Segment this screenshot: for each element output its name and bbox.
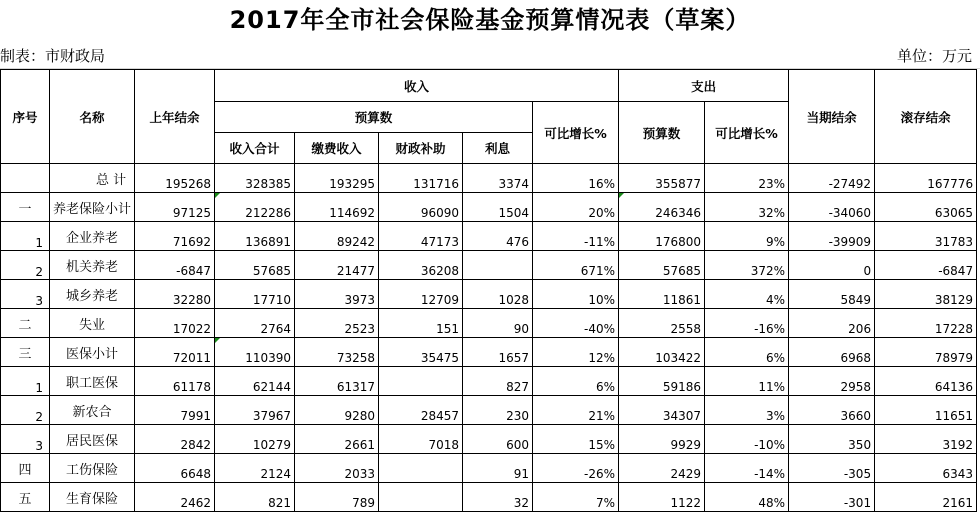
header-rolling-balance: 滚存结余 bbox=[875, 70, 977, 164]
cell-prev-balance: 97125 bbox=[135, 193, 215, 222]
cell-subsidy: 35475 bbox=[379, 338, 463, 367]
cell-rolling-balance: 6343 bbox=[875, 454, 977, 483]
cell-seq: 四 bbox=[1, 454, 50, 483]
cell-name: 总 计 bbox=[50, 164, 135, 193]
cell-name: 企业养老 bbox=[50, 222, 135, 251]
cell-prev-balance: 61178 bbox=[135, 367, 215, 396]
cell-period-balance: -39909 bbox=[789, 222, 875, 251]
cell-name: 居民医保 bbox=[50, 425, 135, 454]
header-income: 收入 bbox=[215, 70, 619, 102]
table-row bbox=[1, 483, 977, 512]
cell-growth: 671% bbox=[533, 251, 619, 280]
cell-income-total: 62144 bbox=[215, 367, 295, 396]
cell-exp-growth: 9% bbox=[705, 222, 789, 251]
cell-growth: 10% bbox=[533, 280, 619, 309]
cell-exp-budget: 1122 bbox=[619, 483, 705, 512]
cell-prev-balance: 2462 bbox=[135, 483, 215, 512]
cell-prev-balance: 6648 bbox=[135, 454, 215, 483]
cell-seq bbox=[1, 164, 50, 193]
cell-subsidy: 36208 bbox=[379, 251, 463, 280]
cell-rolling-balance: 3192 bbox=[875, 425, 977, 454]
table-row bbox=[1, 251, 977, 280]
cell-income-total: 821 bbox=[215, 483, 295, 512]
header-prev-balance: 上年结余 bbox=[135, 70, 215, 164]
header-exp-growth: 可比增长% bbox=[705, 102, 789, 164]
cell-rolling-balance: 31783 bbox=[875, 222, 977, 251]
cell-seq: 3 bbox=[1, 280, 50, 309]
cell-period-balance: -301 bbox=[789, 483, 875, 512]
table-row bbox=[1, 454, 977, 483]
cell-seq: 2 bbox=[1, 251, 50, 280]
cell-seq: 五 bbox=[1, 483, 50, 512]
cell-name: 医保小计 bbox=[50, 338, 135, 367]
budget-table bbox=[0, 69, 977, 512]
cell-prev-balance: 17022 bbox=[135, 309, 215, 338]
cell-prev-balance: -6847 bbox=[135, 251, 215, 280]
cell-seq: 三 bbox=[1, 338, 50, 367]
cell-seq: 1 bbox=[1, 222, 50, 251]
table-row bbox=[1, 309, 977, 338]
cell-exp-budget: 176800 bbox=[619, 222, 705, 251]
cell-income-total: 10279 bbox=[215, 425, 295, 454]
cell-period-balance: 2958 bbox=[789, 367, 875, 396]
cell-contrib: 789 bbox=[295, 483, 379, 512]
cell-contrib: 114692 bbox=[295, 193, 379, 222]
cell-exp-budget: 59186 bbox=[619, 367, 705, 396]
cell-subsidy bbox=[379, 483, 463, 512]
header-expense: 支出 bbox=[619, 70, 789, 102]
cell-interest: 827 bbox=[463, 367, 533, 396]
cell-exp-budget: 355877 bbox=[619, 164, 705, 193]
cell-subsidy bbox=[379, 454, 463, 483]
cell-interest: 1504 bbox=[463, 193, 533, 222]
cell-interest: 32 bbox=[463, 483, 533, 512]
cell-name: 职工医保 bbox=[50, 367, 135, 396]
cell-period-balance: -305 bbox=[789, 454, 875, 483]
cell-seq: 3 bbox=[1, 425, 50, 454]
cell-growth: 6% bbox=[533, 367, 619, 396]
cell-period-balance: -34060 bbox=[789, 193, 875, 222]
cell-exp-budget: 11861 bbox=[619, 280, 705, 309]
header-name: 名称 bbox=[50, 70, 135, 164]
cell-rolling-balance: 38129 bbox=[875, 280, 977, 309]
cell-contrib: 2661 bbox=[295, 425, 379, 454]
cell-exp-budget: 57685 bbox=[619, 251, 705, 280]
cell-period-balance: 5849 bbox=[789, 280, 875, 309]
table-row bbox=[1, 425, 977, 454]
cell-exp-budget: 34307 bbox=[619, 396, 705, 425]
cell-income-total: 2124 bbox=[215, 454, 295, 483]
cell-prev-balance: 7991 bbox=[135, 396, 215, 425]
header-interest: 利息 bbox=[463, 133, 533, 164]
cell-interest: 1657 bbox=[463, 338, 533, 367]
cell-name: 生育保险 bbox=[50, 483, 135, 512]
header-seq: 序号 bbox=[1, 70, 50, 164]
cell-exp-growth: 3% bbox=[705, 396, 789, 425]
cell-subsidy: 151 bbox=[379, 309, 463, 338]
cell-income-total: 37967 bbox=[215, 396, 295, 425]
cell-exp-growth: -10% bbox=[705, 425, 789, 454]
cell-subsidy: 131716 bbox=[379, 164, 463, 193]
table-row bbox=[1, 193, 977, 222]
cell-rolling-balance: 167776 bbox=[875, 164, 977, 193]
cell-prev-balance: 2842 bbox=[135, 425, 215, 454]
cell-period-balance: 6968 bbox=[789, 338, 875, 367]
cell-growth: 7% bbox=[533, 483, 619, 512]
cell-exp-growth: 48% bbox=[705, 483, 789, 512]
cell-income-total: 136891 bbox=[215, 222, 295, 251]
cell-contrib: 193295 bbox=[295, 164, 379, 193]
cell-rolling-balance: 11651 bbox=[875, 396, 977, 425]
header-budget: 预算数 bbox=[215, 102, 533, 133]
cell-period-balance: -27492 bbox=[789, 164, 875, 193]
cell-contrib: 89242 bbox=[295, 222, 379, 251]
table-row bbox=[1, 367, 977, 396]
cell-rolling-balance: 78979 bbox=[875, 338, 977, 367]
cell-income-total: 57685 bbox=[215, 251, 295, 280]
cell-seq: 一 bbox=[1, 193, 50, 222]
cell-name: 城乡养老 bbox=[50, 280, 135, 309]
cell-growth: 16% bbox=[533, 164, 619, 193]
header-subsidy: 财政补助 bbox=[379, 133, 463, 164]
cell-interest: 600 bbox=[463, 425, 533, 454]
cell-contrib: 21477 bbox=[295, 251, 379, 280]
cell-period-balance: 0 bbox=[789, 251, 875, 280]
cell-income-total: 328385 bbox=[215, 164, 295, 193]
cell-exp-budget: 246346 bbox=[619, 193, 705, 222]
cell-rolling-balance: 17228 bbox=[875, 309, 977, 338]
cell-growth: 20% bbox=[533, 193, 619, 222]
cell-contrib: 9280 bbox=[295, 396, 379, 425]
table-row bbox=[1, 280, 977, 309]
table-row bbox=[1, 222, 977, 251]
cell-exp-budget: 2429 bbox=[619, 454, 705, 483]
cell-rolling-balance: 64136 bbox=[875, 367, 977, 396]
cell-exp-budget: 9929 bbox=[619, 425, 705, 454]
cell-period-balance: 350 bbox=[789, 425, 875, 454]
cell-rolling-balance: 2161 bbox=[875, 483, 977, 512]
cell-contrib: 2033 bbox=[295, 454, 379, 483]
header-growth: 可比增长% bbox=[533, 102, 619, 164]
cell-seq: 二 bbox=[1, 309, 50, 338]
cell-growth: -26% bbox=[533, 454, 619, 483]
cell-contrib: 61317 bbox=[295, 367, 379, 396]
cell-subsidy: 96090 bbox=[379, 193, 463, 222]
cell-exp-growth: 32% bbox=[705, 193, 789, 222]
cell-name: 养老保险小计 bbox=[50, 193, 135, 222]
cell-interest: 476 bbox=[463, 222, 533, 251]
table-row bbox=[1, 338, 977, 367]
cell-exp-budget: 103422 bbox=[619, 338, 705, 367]
cell-growth: 12% bbox=[533, 338, 619, 367]
cell-exp-growth: 23% bbox=[705, 164, 789, 193]
header-contrib: 缴费收入 bbox=[295, 133, 379, 164]
cell-exp-growth: 372% bbox=[705, 251, 789, 280]
cell-rolling-balance: 63065 bbox=[875, 193, 977, 222]
cell-prev-balance: 32280 bbox=[135, 280, 215, 309]
cell-period-balance: 3660 bbox=[789, 396, 875, 425]
cell-name: 工伤保险 bbox=[50, 454, 135, 483]
header-income-total: 收入合计 bbox=[215, 133, 295, 164]
cell-growth: 21% bbox=[533, 396, 619, 425]
cell-prev-balance: 71692 bbox=[135, 222, 215, 251]
cell-period-balance: 206 bbox=[789, 309, 875, 338]
unit-label: 单位：万元 bbox=[896, 47, 972, 65]
cell-subsidy: 12709 bbox=[379, 280, 463, 309]
header-period-balance: 当期结余 bbox=[789, 70, 875, 164]
cell-growth: -11% bbox=[533, 222, 619, 251]
cell-contrib: 3973 bbox=[295, 280, 379, 309]
page-title: 2017年全市社会保险基金预算情况表（草案） bbox=[229, 6, 751, 34]
cell-interest bbox=[463, 251, 533, 280]
maker-label: 制表：市财政局 bbox=[0, 47, 106, 65]
cell-prev-balance: 195268 bbox=[135, 164, 215, 193]
cell-interest: 91 bbox=[463, 454, 533, 483]
cell-contrib: 2523 bbox=[295, 309, 379, 338]
cell-income-total: 212286 bbox=[215, 193, 295, 222]
header-exp-budget: 预算数 bbox=[619, 102, 705, 164]
cell-exp-growth: 4% bbox=[705, 280, 789, 309]
cell-rolling-balance: -6847 bbox=[875, 251, 977, 280]
cell-name: 新农合 bbox=[50, 396, 135, 425]
table-row bbox=[1, 164, 977, 193]
cell-interest: 90 bbox=[463, 309, 533, 338]
cell-subsidy: 28457 bbox=[379, 396, 463, 425]
cell-contrib: 73258 bbox=[295, 338, 379, 367]
cell-subsidy: 47173 bbox=[379, 222, 463, 251]
table-row bbox=[1, 396, 977, 425]
cell-income-total: 2764 bbox=[215, 309, 295, 338]
cell-name: 机关养老 bbox=[50, 251, 135, 280]
cell-name: 失业 bbox=[50, 309, 135, 338]
cell-subsidy bbox=[379, 367, 463, 396]
cell-growth: -40% bbox=[533, 309, 619, 338]
cell-exp-growth: 6% bbox=[705, 338, 789, 367]
cell-exp-budget: 2558 bbox=[619, 309, 705, 338]
cell-seq: 1 bbox=[1, 367, 50, 396]
cell-subsidy: 7018 bbox=[379, 425, 463, 454]
cell-exp-growth: -16% bbox=[705, 309, 789, 338]
cell-interest: 1028 bbox=[463, 280, 533, 309]
cell-exp-growth: -14% bbox=[705, 454, 789, 483]
cell-income-total: 17710 bbox=[215, 280, 295, 309]
cell-interest: 3374 bbox=[463, 164, 533, 193]
cell-exp-growth: 11% bbox=[705, 367, 789, 396]
cell-income-total: 110390 bbox=[215, 338, 295, 367]
cell-interest: 230 bbox=[463, 396, 533, 425]
cell-prev-balance: 72011 bbox=[135, 338, 215, 367]
cell-seq: 2 bbox=[1, 396, 50, 425]
cell-growth: 15% bbox=[533, 425, 619, 454]
